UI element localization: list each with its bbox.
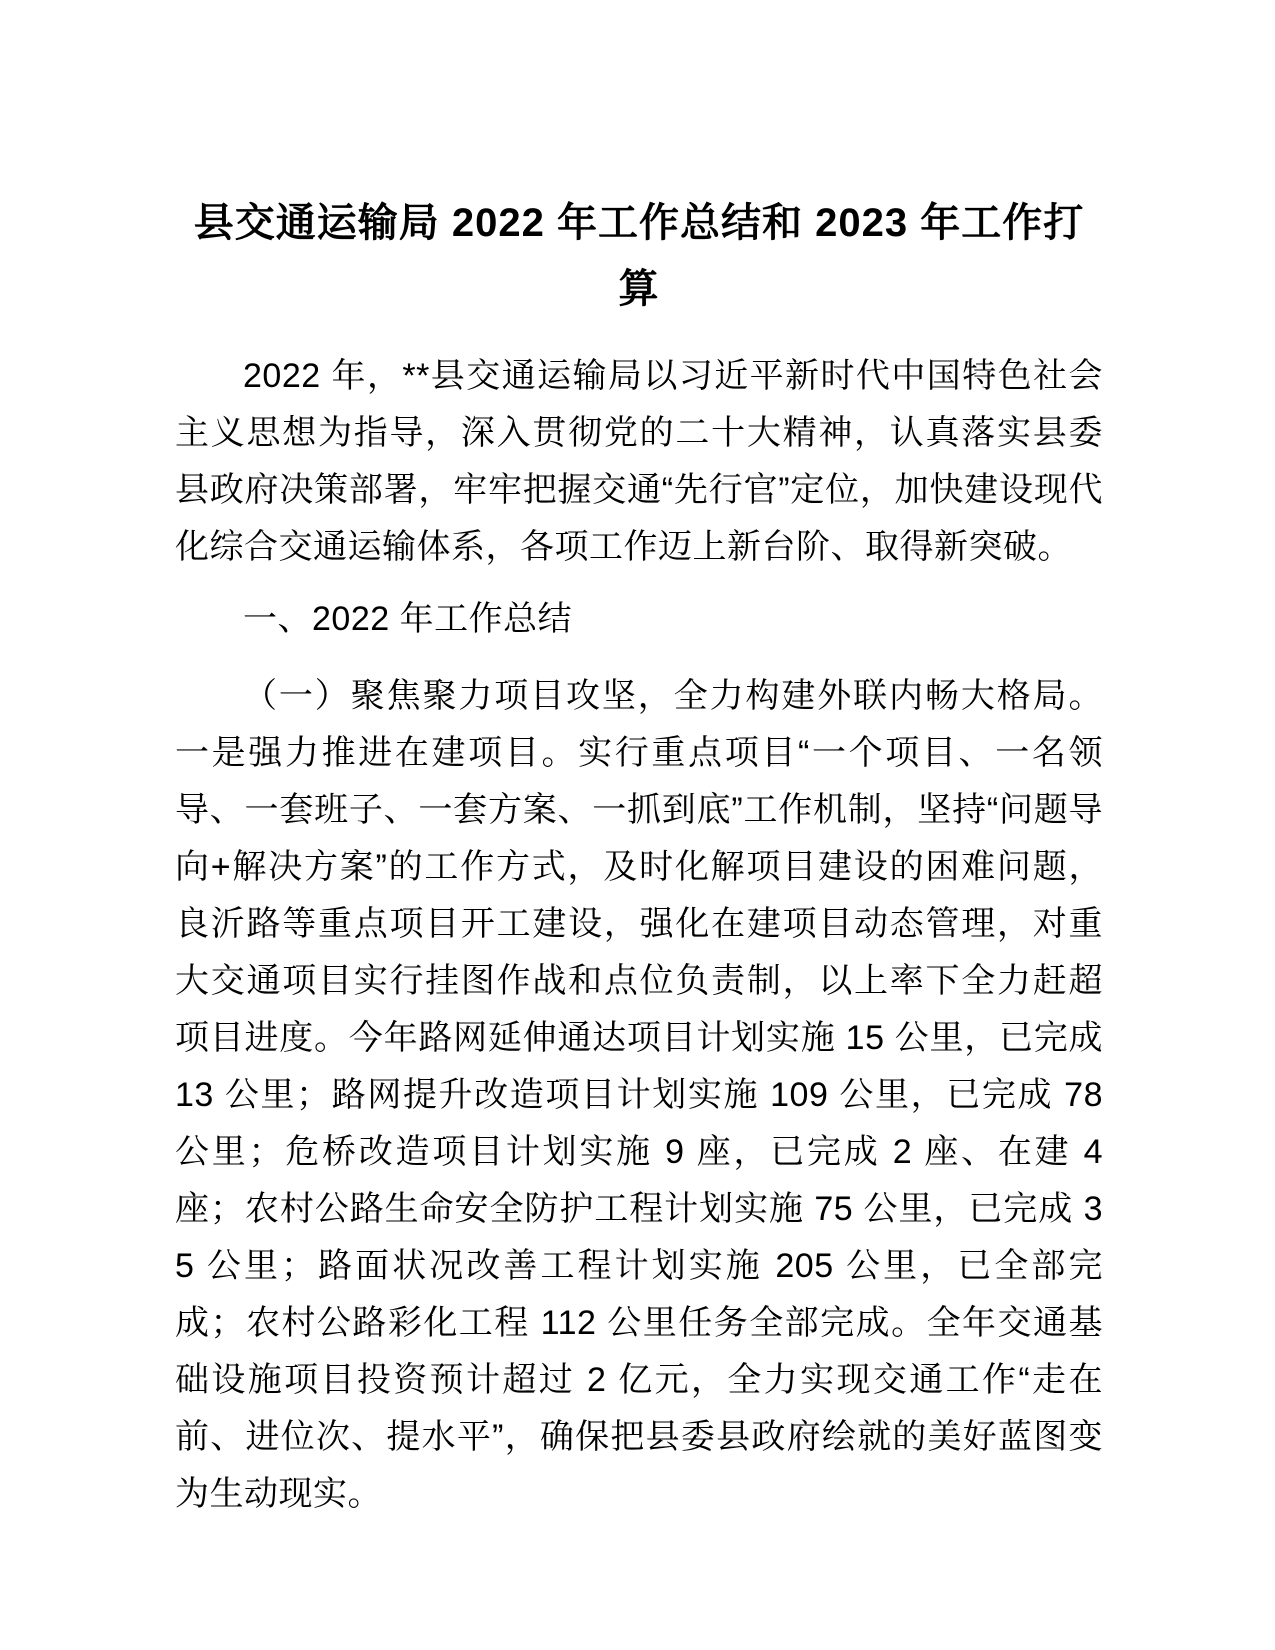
document-title: 县交通运输局 2022 年工作总结和 2023 年工作打算 (193, 201, 1085, 311)
section-1-paragraph: （一）聚焦聚力项目攻坚，全力构建外联内畅大格局。一是强力推进在建项目。实行重点项目“一个项目、一名领导、一套班子、一套方案、一抓到底”工作机制，坚持“问题导向+解决方案”的工作方式，及时化解项目建设的困难问题，良沂路等重点项目开工建设，强化在建项目动态管理，对重大交通项目实行挂图作战和点位负责制，以上率下全力赶超项目进度。今年路网延伸通达项目计划实施 15 公里，已完成 13 公里；路网提升改造项目计划实施 109 公里，已完成 78 公里；危桥改造项目计划实施 9 座，已完成 2 座、在建 4 座；农村公路生命安全防护工程计划实施 75 公里，已完成 35 公里；路面状况改善工程计划实施 205 公里，已全部完成；农村公路彩化工程 112 公里任务全部完成。全年交通基础设施项目投资预计超过 2 亿元，全力实现交通工作“走在前、进位次、提水平”，确保把县委县政府绘就的美好蓝图变为生动现实。 (175, 677, 1103, 1513)
intro-paragraph: 2022 年，**县交通运输局以习近平新时代中国特色社会主义思想为指导，深入贯彻党的二十大精神，认真落实县委县政府决策部署，牢牢把握交通“先行官”定位，加快建设现代化综合交通运输体系，各项工作迈上新台阶、取得新突破。 (175, 357, 1103, 566)
section-heading: 一、2022 年工作总结 (243, 600, 573, 638)
